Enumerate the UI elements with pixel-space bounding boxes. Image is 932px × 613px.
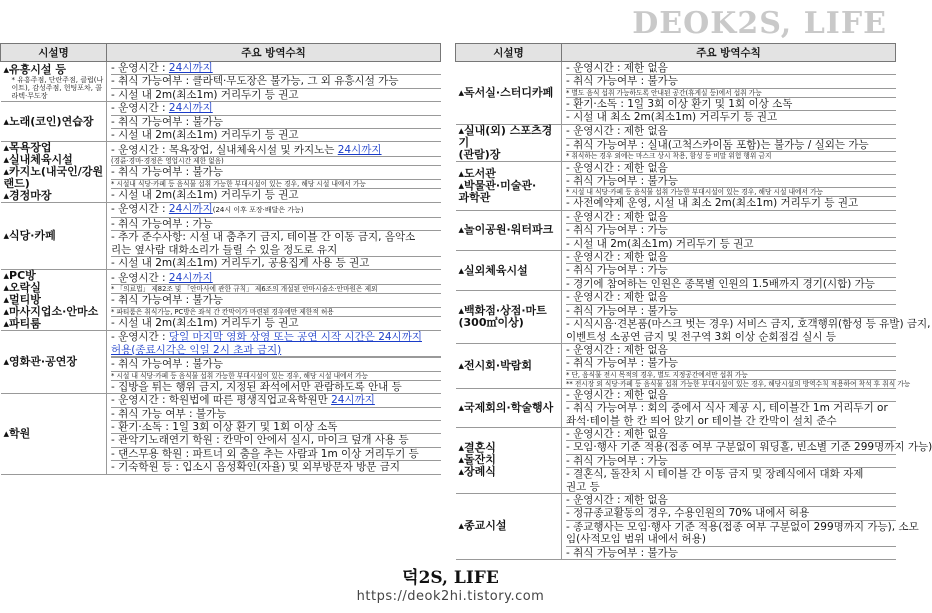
measure-line	[111, 434, 441, 447]
measures-cell	[107, 270, 441, 331]
measure-line	[111, 166, 441, 179]
measure-text: - 사전예약제 운영, 시설 내 최소 2m(최소1m) 거리두기 등 권고	[566, 197, 859, 210]
measure-text: - 시설 내 2m(최소1m) 거리두기, 공용집게 사용 등 권고	[111, 257, 370, 270]
measure-text: - 종교행사는 모임·행사 기준 적용(접종 여부 구분없이 299명까지 가능), 소모	[566, 520, 919, 533]
measure-text: - 운영시간 : 제한 없음	[566, 427, 668, 440]
facility-name: ▴국제회의·학술행사	[458, 400, 554, 414]
measure-text: - 경기에 참여하는 인원은 종목별 인원의 1.5배까지 경기(시합) 가능	[566, 277, 875, 290]
facility-cell	[456, 251, 562, 291]
measures-cell	[562, 291, 931, 344]
facility-name: ▴PC방	[3, 269, 36, 283]
measure-text: - 추가 준수사항: 시설 내 춤추기 금지, 테이블 간 이동 금지, 음악소	[111, 231, 416, 244]
measure-text: - 취식 가능여부 : 불가능	[111, 115, 223, 128]
measure-line	[566, 507, 896, 520]
measure-line	[566, 389, 896, 402]
table-row	[1, 394, 441, 474]
measure-line	[111, 116, 441, 129]
measures-cell	[562, 388, 896, 427]
table-row	[1, 102, 441, 142]
header-measures: 주요 방역수칙	[107, 44, 441, 62]
measure-text: - 취식 가능여부 : 불가능	[111, 166, 223, 179]
left-table	[0, 43, 441, 475]
measure-line	[566, 318, 931, 331]
measure-text: - 취식 가능여부 : 불가능	[111, 294, 223, 307]
measure-line	[566, 98, 896, 111]
header-facility: 시설명	[456, 44, 562, 62]
measure-text: * 시설 내 식당·카페 등 음식물 섭취 가능한 부대시설이 있는 경우, 해당 시설 내에서 가능	[111, 371, 368, 380]
measure-text: - 취식 가능여부 : 불가능	[566, 304, 678, 317]
measure-line	[111, 144, 441, 157]
table-row	[456, 124, 896, 161]
measure-line	[566, 415, 896, 427]
footer-url[interactable]: https://deok2hi.tistory.com	[356, 589, 545, 604]
measure-text: - 취식 가능여부 : 불가능	[566, 175, 678, 188]
measure-text: - 운영시간 :	[111, 62, 169, 74]
facility-name: 과학관	[458, 190, 491, 204]
measure-text: * 취식하는 경우 외에는 마스크 상시 착용, 함성 등 비말 위험 행위 금지	[566, 152, 772, 161]
table-row	[1, 62, 441, 102]
measure-text: * 파티룸은 취식가능, PC방은 좌석 간 칸막이가 마련된 경우에만 제한적 허용	[111, 307, 334, 316]
table-row	[456, 343, 896, 388]
table-row	[1, 331, 441, 394]
facility-name: ▴학원	[3, 426, 31, 440]
measure-line	[111, 129, 441, 141]
measure-line	[566, 125, 896, 138]
measure-text: - 시설 내 최소 2m(최소1m) 거리두기 등 권고	[566, 111, 778, 124]
measures-cell	[107, 102, 441, 142]
measure-text: - 운영시간 : 제한 없음	[566, 493, 668, 506]
measure-line	[566, 305, 896, 318]
facility-name: ▴장례식	[458, 465, 496, 479]
measure-text: - 기숙학원 등 : 입소시 음성확인(자율) 및 외부방문자 방문 금지	[111, 461, 400, 474]
measure-line	[566, 547, 896, 559]
measure-line	[111, 218, 441, 231]
measure-line	[566, 379, 911, 388]
facility-name: ▴목욕장업	[3, 141, 52, 155]
measure-text: - 취식 가능여부 : 클라텍·무도장은 불가능, 그 외 유흥시설 가능	[111, 75, 399, 88]
facility-cell	[456, 161, 562, 210]
facility-cell	[456, 210, 562, 250]
measure-text: - 정규종교활동의 경우, 수용인원의 70% 내에서 허용	[566, 507, 810, 520]
measures-cell	[562, 343, 911, 388]
measure-text: - 환기·소독 : 1일 3회 이상 환기 및 1회 이상 소독	[111, 420, 338, 433]
measure-text: - 시설 내 2m(최소1m) 거리두기 등 권고	[566, 237, 754, 250]
measure-line	[111, 157, 441, 166]
measure-text: - 운영시간 :	[111, 203, 169, 216]
measure-line	[111, 372, 441, 381]
table-row	[456, 493, 896, 559]
facility-cell	[1, 102, 107, 142]
facility-name: ▴놀이공원·워터파크	[458, 223, 554, 237]
measure-text: - 취식 가능여부 : 가능	[111, 217, 213, 230]
table-row	[456, 161, 896, 210]
measure-highlight: 당일 마지막 영화 상영 또는 공연 시작 시간은 24시까지	[168, 331, 422, 344]
facility-cell	[456, 62, 562, 125]
facility-name: ▴오락실	[3, 281, 41, 295]
measure-text: - 운영시간 : 학원법에 따른 평생직업교육학원만	[111, 394, 332, 407]
facility-name: ▴백화점·상점·마트	[458, 304, 547, 318]
facility-name: ▴독서실·스터디카페	[458, 85, 554, 99]
measure-text: 리는 옆사람 대화소리가 들릴 수 있을 정도로 유지	[111, 243, 338, 256]
measure-line	[566, 175, 896, 188]
facility-name: ▴파티룸	[3, 317, 41, 331]
measure-text: - 취식 가능여부 : 불가능	[566, 357, 678, 370]
facility-cell	[456, 343, 562, 388]
table-row	[456, 62, 896, 125]
facility-cell	[456, 493, 562, 559]
facility-name: (300㎡이상)	[458, 316, 524, 330]
measure-line	[566, 238, 896, 250]
measure-text: - 시설 내 2m(최소1m) 거리두기 등 권고	[111, 88, 299, 101]
measure-text: * 단, 음식물 전시 목적의 경우, 별도 지정공간에서만 섭취 가능	[566, 370, 748, 379]
measure-line	[111, 89, 441, 101]
measure-highlight: 24시까지	[337, 143, 382, 156]
table-row	[1, 270, 441, 331]
facility-cell	[456, 124, 562, 161]
table-row	[1, 142, 441, 203]
facility-cell	[1, 270, 107, 331]
measure-line	[111, 308, 441, 317]
facility-cell	[456, 388, 562, 427]
measure-line	[111, 189, 441, 201]
facility-name: ▴도서관	[458, 166, 496, 180]
facility-cell	[1, 203, 107, 270]
measure-text: - 운영시간 :	[111, 271, 169, 284]
measure-text: ** 전시장 외 식당·카페 등 음식물 섭취 가능한 부대시설이 있는 경우, 해당시설의 방역수칙 적용하여 착석 후 취식 가능	[566, 379, 911, 388]
table-row	[456, 251, 896, 291]
measure-text: - 운영시간 : 목욕장업, 실내체육시설 및 카지노는	[111, 143, 338, 156]
measure-line	[111, 421, 441, 434]
measure-line	[111, 257, 441, 269]
measure-line	[566, 139, 896, 152]
measure-text: - 취식 가능여부 : 불가능	[566, 546, 678, 559]
measure-line	[111, 381, 441, 393]
measure-line	[566, 111, 896, 123]
measure-text: 이벤트성 소공연 금지 및 전구역 3회 이상 순회점검 실시 등	[566, 330, 837, 343]
table-row	[456, 291, 896, 344]
facility-cell	[456, 291, 562, 344]
measures-cell	[107, 142, 441, 203]
footer-title: 덕2S, LIFE	[402, 568, 499, 588]
brand-watermark: DEOK2S, LIFE	[632, 6, 887, 41]
measure-line	[566, 428, 896, 441]
measure-line	[111, 285, 441, 294]
facility-name: ▴돌잔치	[458, 453, 496, 467]
measure-line	[111, 62, 441, 75]
measure-text: - 운영시간 : 제한 없음	[566, 343, 668, 356]
measures-cell	[562, 161, 896, 210]
measure-line	[111, 408, 441, 421]
facility-name: ▴결혼식	[458, 441, 496, 455]
facility-cell	[1, 394, 107, 474]
measure-line	[111, 231, 441, 243]
measure-highlight: (24시 이후 포장·배달은 가능)	[212, 206, 304, 215]
measure-line	[566, 251, 896, 264]
measure-text: - 취식 가능여부 : 불가능	[111, 358, 223, 371]
measure-line	[111, 180, 441, 189]
facility-name: ▴경정마장	[3, 189, 52, 203]
measure-line	[111, 448, 441, 461]
measure-line	[566, 331, 896, 343]
measures-cell	[562, 427, 932, 493]
measure-text: - 시설 내 2m(최소1m) 거리두기 등 권고	[111, 316, 299, 329]
measure-text: - 운영시간 : 제한 없음	[566, 291, 668, 304]
measure-highlight: 24시까지	[331, 394, 375, 407]
measure-text: * 시설내 식당·카페 등 음식물 섭취 가능한 부대시설이 있는 경우, 해당 시설 내에서 가능	[111, 179, 366, 188]
facility-name: ▴마사지업소·안마소	[3, 305, 99, 319]
measure-text: * 시설 내 식당·카페 등 음식물 섭취 가능한 부대시설이 있는 경우, 해당 시설 내에서 가능	[566, 188, 823, 197]
measure-text: - 취식 가능 여부 : 불가능	[111, 407, 227, 420]
table-row	[456, 388, 896, 427]
measure-text: - 취식 가능여부 : 가능	[566, 264, 668, 277]
measure-line	[566, 520, 919, 533]
measure-line	[566, 264, 896, 277]
measure-line	[111, 344, 441, 357]
measures-cell	[107, 62, 441, 102]
measure-text: - 운영시간 :	[111, 102, 169, 115]
facility-name: ▴실내체육시설	[3, 153, 73, 167]
facility-cell	[1, 142, 107, 203]
measure-text: - 시설 내 2m(최소1m) 거리두기 등 권고	[111, 129, 299, 142]
measure-text: 임(사적모임 범위 내에서 허용)	[566, 533, 706, 546]
measure-highlight: 허용(종료시각은 익일 2시 초과 금지)	[111, 343, 282, 356]
measure-text: - 시설 내 2m(최소1m) 거리두기 등 권고	[111, 188, 299, 201]
measure-line	[566, 224, 896, 237]
measure-line	[111, 102, 441, 115]
table-row	[456, 427, 896, 493]
measure-line	[111, 75, 441, 88]
measures-cell	[562, 251, 896, 291]
measure-text: - 취식 가능여부 : 가능	[566, 224, 668, 237]
facility-cell	[1, 62, 107, 102]
measure-line	[111, 294, 441, 307]
measure-line	[566, 344, 896, 357]
measure-text: - 환기·소독 : 1일 3회 이상 환기 및 1회 이상 소독	[566, 97, 793, 110]
measure-line	[566, 481, 896, 493]
facility-name: ▴멀티방	[3, 293, 41, 307]
facility-name: ▴박물관·미술관·	[458, 178, 537, 192]
header-measures: 주요 방역수칙	[562, 44, 896, 62]
measures-cell	[562, 62, 896, 125]
measure-line	[566, 162, 896, 175]
measure-highlight: 24시까지	[168, 203, 213, 216]
measure-line	[111, 317, 441, 329]
measure-line	[566, 357, 896, 370]
measure-line	[566, 278, 896, 290]
measures-cell	[562, 493, 919, 559]
measure-line	[566, 441, 932, 454]
measure-line	[111, 461, 441, 473]
measure-line	[111, 394, 441, 407]
measures-cell	[562, 210, 896, 250]
measure-line	[566, 152, 896, 160]
measure-highlight: 24시까지	[168, 62, 213, 74]
measure-line	[566, 533, 896, 546]
facility-name: ▴실외체육시설	[458, 263, 528, 277]
facility-name: ▴식당·카페	[3, 229, 56, 243]
measure-line	[566, 211, 896, 224]
measure-line	[111, 358, 441, 371]
measures-cell	[562, 124, 896, 161]
measure-line	[566, 371, 896, 380]
measure-line	[566, 197, 896, 209]
measure-text: - 운영시간 : 제한 없음	[566, 125, 668, 138]
measure-highlight: 24시까지	[168, 102, 213, 115]
measures-cell	[107, 394, 441, 474]
measure-text: - 관악기노래연기 학원 : 칸막이 안에서 실시, 마이크 덮개 사용 등	[111, 434, 409, 447]
facility-name: (관람)장	[458, 147, 501, 161]
measure-text: (경륜·경마·경정은 영업시간 제한 없음)	[111, 157, 224, 166]
measure-highlight: 24시까지	[168, 271, 213, 284]
measure-text: - 운영시간 : 제한 없음	[566, 62, 668, 74]
measure-text: 좌석·테이블 한 칸 띄어 앉기 or 테이블 간 칸막이 설치 준수	[566, 414, 837, 427]
measure-text: - 운영시간 : 제한 없음	[566, 210, 668, 223]
measure-line	[111, 272, 441, 285]
table-row	[456, 210, 896, 250]
facility-cell	[1, 331, 107, 394]
measure-line	[566, 402, 896, 414]
measure-text: - 취식 가능여부 : 가능	[566, 454, 668, 467]
measure-text: 권고 등	[566, 480, 600, 493]
measure-line	[566, 89, 896, 98]
facility-name: ▴영화관·공연장	[3, 355, 77, 369]
measures-cell	[107, 203, 441, 270]
facility-name: ▴카지노(내국인/강원랜드)	[3, 165, 104, 191]
measure-text: - 운영시간 : 제한 없음	[566, 161, 668, 174]
measure-text: - 모임·행사 기준 적용(접종 여부 구분없이 워딩홀, 빈소별 기준 299명까지 가능)	[566, 441, 932, 454]
measure-line	[566, 468, 896, 480]
measure-line	[111, 331, 441, 343]
facility-name: ▴종교시설	[458, 519, 507, 533]
measure-line	[566, 291, 896, 304]
measure-line	[566, 75, 896, 88]
measure-text: - 운영시간 :	[111, 331, 169, 344]
measure-text: - 시식시음·견본품(마스크 벗는 경우) 서비스 금지, 호객행위(함성 등 유발) 금지,	[566, 318, 931, 331]
measure-text: * 「의료법」 제82조 및 「안마사에 관한 규칙」 제6조의 개설된 안마시술소·안마원은 제외	[111, 285, 378, 294]
measure-text: - 운영시간 : 제한 없음	[566, 388, 668, 401]
facility-note: * 유흥주점, 단란주점, 클럽(나이트), 감성주점, 헌팅포차, 콜라텍·무도장	[11, 75, 104, 100]
measure-line	[566, 494, 896, 507]
facility-name: ▴전시회·박람회	[458, 358, 532, 372]
facility-name: ▴노래(코인)연습장	[3, 114, 94, 128]
measure-line	[566, 455, 896, 468]
table-row	[1, 203, 441, 270]
measures-cell	[107, 331, 441, 394]
measure-text: - 취식 가능여부 : 실내(고척스카이돔 포함)는 불가능 / 실외는 가능	[566, 138, 869, 151]
facility-name: ▴유흥시설 등	[3, 62, 66, 76]
header-facility: 시설명	[1, 44, 107, 62]
right-table	[455, 43, 932, 560]
measure-line	[111, 203, 441, 217]
measure-text: - 취식 가능여부 : 불가능	[566, 75, 678, 88]
measure-text: * 별도 음식 섭취 가능하도록 안내된 공간(휴게실 등)에서 섭취 가능	[566, 88, 762, 97]
facility-name: ▴실내(외) 스포츠경기	[458, 123, 553, 149]
facility-cell	[456, 427, 562, 493]
measure-line	[111, 244, 441, 257]
measure-text: - 운영시간 : 제한 없음	[566, 251, 668, 264]
measure-line	[566, 62, 896, 75]
measure-text: - 댄스무용 학원 : 파트너 외 춤을 추는 사람과 1m 이상 거리두기 등	[111, 447, 419, 460]
measure-text: - 집방을 튀는 행위 금지, 지정된 좌석에서만 관람하도록 안내 등	[111, 380, 402, 393]
measure-text: - 결혼식, 돌잔치 시 테이블 간 이동 금지 및 장례식에서 대화 자제	[566, 468, 864, 481]
measure-text: - 취식 가능여부 : 회의 중에서 식사 제공 시, 테이블간 1m 거리두기 or	[566, 402, 888, 415]
